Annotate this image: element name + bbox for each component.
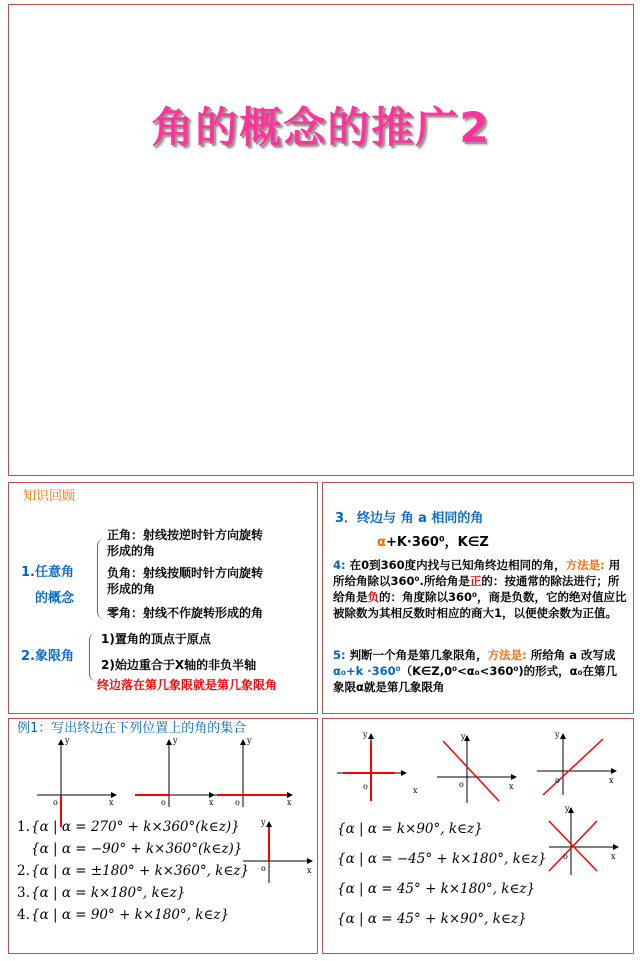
x-axis-arrow <box>613 844 619 850</box>
formula-1a: {α | α = 270° + k×360°(k∈z)} <box>31 819 240 835</box>
p4-method: 方法是: <box>565 558 605 572</box>
p4-text-a: 在0到360度内找与已知角终边相同的角， <box>349 558 566 572</box>
diagram-both-diagonals <box>549 805 619 875</box>
formula1-number: 1. <box>17 819 30 835</box>
formula-3: {α | α = k×180°, k∈z} <box>31 885 186 901</box>
y-axis-arrow <box>560 733 566 739</box>
p5-text-a: 判断一个角是第几象限角， <box>349 648 488 662</box>
negative-angle-line1: 负角：射线按顺时针方向旋转 <box>107 566 264 580</box>
review-heading: 知识回顾 <box>23 489 76 504</box>
y-axis-arrow <box>240 739 246 745</box>
arbitrary-angle-label-1: 1.任意角 <box>21 565 74 580</box>
terminal-line <box>543 739 603 795</box>
p5-label: 5: <box>333 648 346 662</box>
x-label: x <box>287 798 292 807</box>
terminal-line <box>443 741 499 801</box>
y-label: y <box>173 736 178 745</box>
diagram-positive-y <box>243 819 313 883</box>
diagram-negative-y <box>37 737 117 827</box>
origin-label: o <box>235 798 240 807</box>
quadrant-rule-1: 1)置角的顶点于原点 <box>101 632 211 646</box>
p5-text-c: （K∈Z,0⁰<α₀<360⁰)的形式，α₀在第几象限α就是第几象限角 <box>333 664 618 694</box>
formula-alpha: α <box>377 535 386 550</box>
p5-text-b: 所给角 a 改写成 <box>530 648 616 662</box>
y-label: y <box>247 736 252 745</box>
point3-heading: 3．终边与 角 a 相同的角 <box>335 511 484 526</box>
x-axis-arrow <box>611 768 617 774</box>
formula3-number: 3. <box>17 885 30 901</box>
review-slide <box>8 482 318 714</box>
p5-formula: α₀+k ·360⁰ <box>333 664 401 678</box>
p5-method: 方法是: <box>487 648 527 662</box>
x-label: x <box>307 866 312 875</box>
coterminal-formula <box>377 535 489 551</box>
zero-angle-line: 零角：射线不作旋转形成的角 <box>107 606 264 620</box>
origin-label: o <box>53 798 58 807</box>
x-axis-arrow <box>401 770 407 776</box>
origin-label: o <box>563 852 568 861</box>
arbitrary-angle-label-2: 的概念 <box>35 591 75 606</box>
quadrant-rule-3: 终边落在第几象限就是第几象限角 <box>97 678 278 692</box>
p4-neg: 负 <box>367 590 379 604</box>
p4-text-d: 的：角度除以360⁰，商是负数，它的绝对值应比被除数为其相反数时相应的商大1，以便使余数为正值。 <box>333 590 627 620</box>
title-slide <box>8 4 634 476</box>
y-label: y <box>555 730 560 739</box>
origin-label: o <box>459 780 464 789</box>
diagram-x-axis <box>213 737 293 807</box>
formula-7: {α | α = 45° + k×180°, k∈z} <box>337 881 536 897</box>
point5-paragraph <box>333 647 627 695</box>
y-label: y <box>65 736 70 745</box>
diagram-diag-neg45 <box>437 733 517 803</box>
formula-4: {α | α = 90° + k×180°, k∈z} <box>31 907 230 923</box>
p4-pos: 正 <box>469 574 482 588</box>
slide-title: 角的概念的推广2 <box>151 103 491 152</box>
quadrant-brace <box>89 633 96 681</box>
x-axis-arrow <box>307 858 313 864</box>
point4-paragraph <box>333 557 627 621</box>
y-axis-arrow <box>368 733 374 739</box>
angle-brace <box>97 539 104 619</box>
formula-8: {α | α = 45° + k×90°, k∈z} <box>337 911 527 927</box>
y-axis-arrow <box>58 739 64 745</box>
example-slide <box>8 718 318 954</box>
y-label: y <box>461 732 466 741</box>
x-label: x <box>209 798 214 807</box>
x-label: x <box>611 852 616 861</box>
p4-text-b: 用所给角除以360⁰.所给角是 <box>333 558 621 588</box>
coterminal-slide <box>322 482 634 714</box>
origin-label: o <box>261 864 266 873</box>
origin-label: o <box>363 782 368 791</box>
origin-label: o <box>161 798 166 807</box>
x-label: x <box>609 776 614 785</box>
formula-rest: +K·360⁰，K∈Z <box>385 535 489 550</box>
diagram-diag-45 <box>537 731 617 801</box>
positive-angle-line1: 正角：射线按逆时针方向旋转 <box>107 528 264 542</box>
example-heading: 例1：写出终边在下列位置上的角的集合 <box>17 721 247 736</box>
formula2-number: 2. <box>17 863 30 879</box>
formula-5: {α | α = k×90°, k∈z} <box>337 821 483 837</box>
x-axis-arrow <box>511 774 517 780</box>
example2-slide <box>322 718 634 954</box>
formula-2: {α | α = ±180° + k×360°, k∈z} <box>31 863 250 879</box>
y-axis-arrow <box>166 739 172 745</box>
x-label: x <box>509 782 514 791</box>
p4-text-c: 的：按通常的除法进行；所给角是 <box>333 574 620 604</box>
diagram-negative-x <box>135 737 215 807</box>
formula4-number: 4. <box>17 907 30 923</box>
negative-angle-line2: 形成的角 <box>107 582 156 596</box>
y-label: y <box>565 804 570 813</box>
quadrant-rule-2: 2)始边重合于X轴的非负半轴 <box>101 658 257 672</box>
diagram-axes-both <box>337 730 418 801</box>
y-label: y <box>363 730 368 739</box>
y-axis-arrow <box>266 821 272 827</box>
x-label: x <box>413 786 418 795</box>
formula-1b: {α | α = −90° + k×360°(k∈z)} <box>31 841 243 857</box>
quadrant-angle-label: 2.象限角 <box>21 649 74 664</box>
p4-label: 4: <box>333 558 346 572</box>
y-label: y <box>261 818 266 827</box>
formula-6: {α | α = −45° + k×180°, k∈z} <box>337 851 547 867</box>
origin-label: o <box>555 776 560 785</box>
x-label: x <box>109 798 114 807</box>
positive-angle-line2: 形成的角 <box>107 544 156 558</box>
